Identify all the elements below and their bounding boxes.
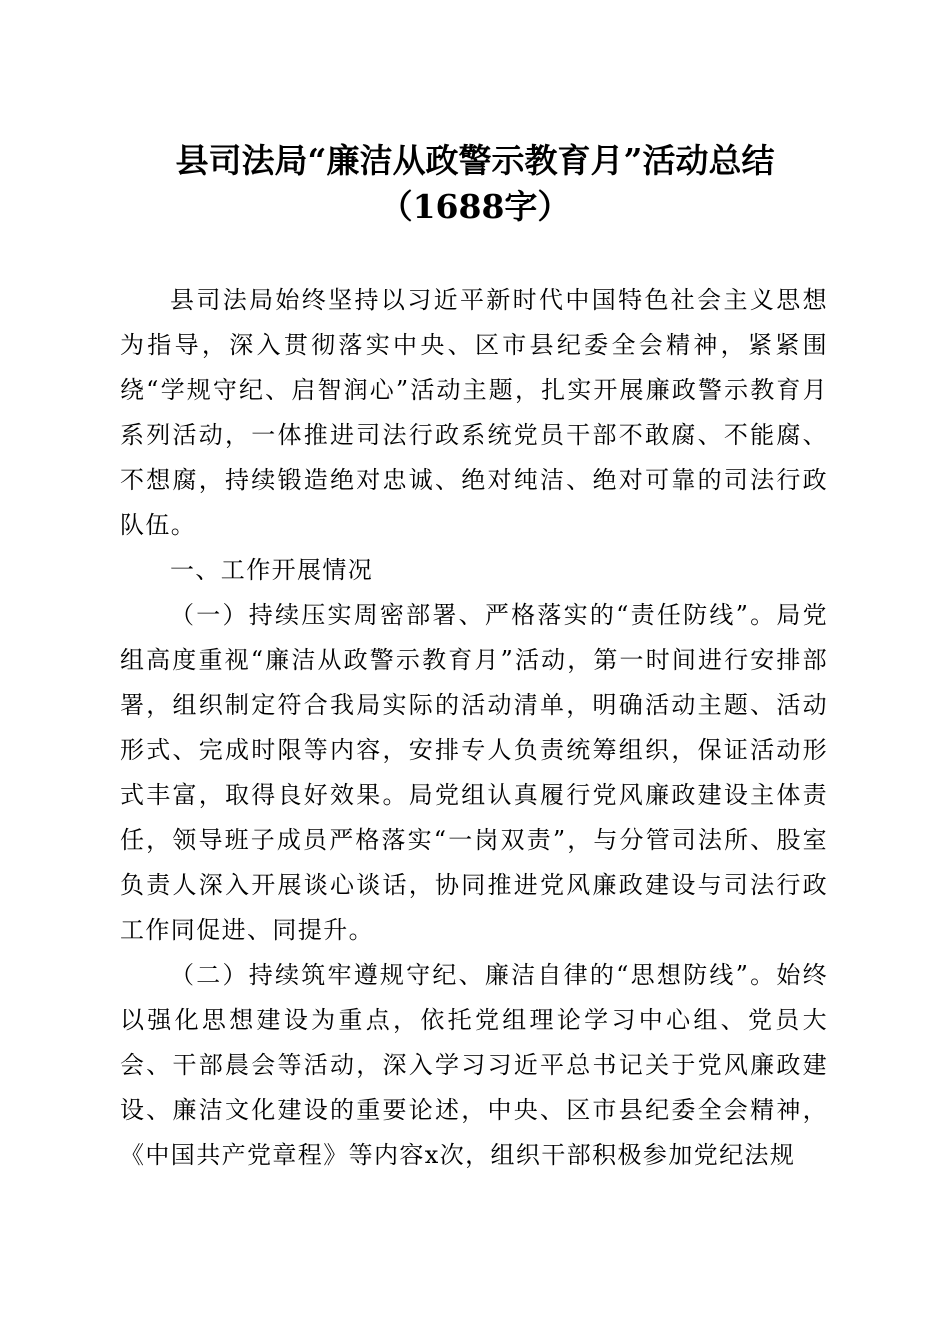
- intro-paragraph: 县司法局始终坚持以习近平新时代中国特色社会主义思想为指导，深入贯彻落实中央、区市县纪委全会精神，紧紧围绕“学规守纪、启智润心”活动主题，扎实开展廉政警示教育月系列活动，一体推进司法行政系统党员干部不敢腐、不能腐、不想腐，持续锻造绝对忠诚、绝对纯洁、绝对可靠的司法行政队伍。: [120, 286, 828, 539]
- document-title: [60, 138, 890, 230]
- item-lead-responsibility: （一）持续压实周密部署、严格落实的“责任防线”。: [170, 601, 777, 629]
- item-paragraph-responsibility: [120, 593, 828, 953]
- item-body-ideology: 始终以强化思想建设为重点，依托党组理论学习中心组、党员大会、干部晨会等活动，深入学习习近平总书记关于党风廉政建设、廉洁文化建设的重要论述，中央、区市县纪委全会精神，《中国共产党章程》等内容x次，组织干部积极参加党纪法规: [120, 961, 828, 1169]
- item-lead-ideology: （二）持续筑牢遵规守纪、廉洁自律的“思想防线”。: [170, 961, 777, 989]
- title-line-main: 县司法局“廉洁从政警示教育月”活动总结: [175, 141, 775, 180]
- item-paragraph-ideology: [120, 953, 828, 1178]
- item-body-responsibility: 局党组高度重视“廉洁从政警示教育月”活动，第一时间进行安排部署，组织制定符合我局实际的活动清单，明确活动主题、活动形式、完成时限等内容，安排专人负责统筹组织，保证活动形式丰富，取得良好效果。局党组认真履行党风廉政建设主体责任，领导班子成员严格落实“一岗双责”，与分管司法所、股室负责人深入开展谈心谈话，协同推进党风廉政建设与司法行政工作同促进、同提升。: [120, 601, 828, 944]
- document-body: [120, 278, 828, 1178]
- title-line-word-count: （1688字）: [379, 187, 571, 226]
- section-heading-work-progress: 一、工作开展情况: [170, 556, 374, 584]
